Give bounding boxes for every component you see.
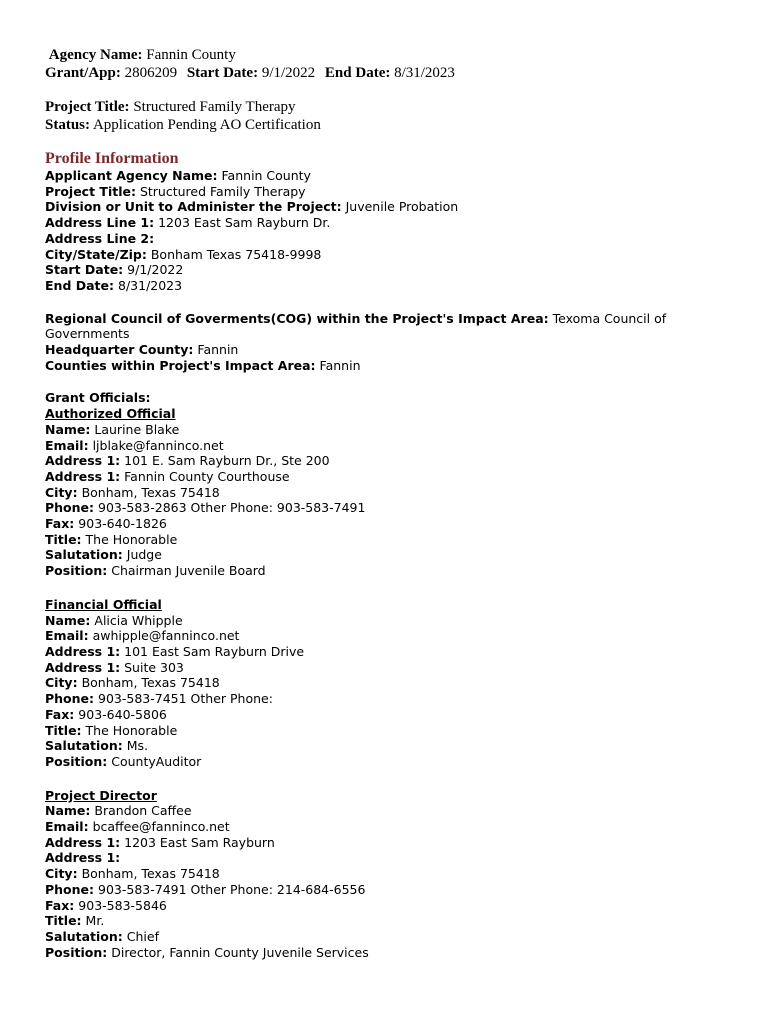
- official-field: [45, 644, 745, 660]
- field-value: Alicia Whipple: [94, 612, 183, 628]
- project-title-value: Structured Family Therapy: [133, 99, 296, 115]
- field-value: Brandon Caffee: [94, 803, 192, 819]
- end-date-label: End Date:: [324, 65, 391, 81]
- project-title-line: [45, 98, 745, 116]
- project-director-heading: Project Director: [45, 787, 157, 803]
- official-field: [45, 754, 745, 770]
- official-field: [45, 866, 745, 882]
- field-value: Chief: [126, 928, 159, 944]
- field-label: Name:: [45, 803, 91, 819]
- field-value: 903-583-7491 Other Phone: 214-684-6556: [98, 881, 366, 897]
- status-value: Application Pending AO Certification: [92, 117, 321, 133]
- field-label: Email:: [45, 819, 89, 835]
- official-field: [45, 628, 745, 644]
- field-label: Phone:: [45, 881, 95, 897]
- hq-county-label: Headquarter County:: [45, 342, 194, 358]
- grant-label: Grant/App:: [45, 65, 121, 81]
- official-field: [45, 675, 745, 691]
- grant-line: [45, 64, 745, 82]
- field-label: Fax:: [45, 516, 75, 532]
- field-value: ljblake@fanninco.net: [92, 437, 224, 453]
- official-field: [45, 438, 745, 454]
- field-label: Division or Unit to Administer the Project:: [45, 199, 342, 215]
- agency-label: Agency Name:: [48, 47, 143, 63]
- field-value: awhipple@fanninco.net: [92, 628, 240, 644]
- official-field: [45, 613, 745, 629]
- status-line: [45, 116, 745, 134]
- field-value: 1203 East Sam Rayburn: [124, 834, 275, 850]
- start-date-label: Start Date:: [186, 65, 259, 81]
- impact-counties-label: Counties within Project's Impact Area:: [45, 357, 316, 373]
- official-field: [45, 547, 745, 563]
- profile-field: [45, 278, 745, 294]
- agency-line: [45, 46, 745, 64]
- field-value: 903-583-2863 Other Phone: 903-583-7491: [98, 500, 366, 516]
- field-label: Email:: [45, 437, 89, 453]
- official-field: [45, 563, 745, 579]
- field-value: 101 East Sam Rayburn Drive: [124, 643, 305, 659]
- field-value: Bonham, Texas 75418: [81, 866, 220, 882]
- impact-counties-value: Fannin: [319, 357, 361, 373]
- profile-field: [45, 168, 745, 184]
- field-value: Bonham, Texas 75418: [81, 675, 220, 691]
- agency-value: Fannin County: [146, 47, 236, 63]
- field-label: Title:: [45, 531, 82, 547]
- profile-field: [45, 184, 745, 200]
- field-label: Address 1:: [45, 468, 121, 484]
- field-label: City:: [45, 484, 78, 500]
- official-field: [45, 691, 745, 707]
- official-field: [45, 532, 745, 548]
- hq-county-value: Fannin: [197, 342, 239, 358]
- field-value: 903-640-1826: [78, 516, 167, 532]
- official-field: [45, 723, 745, 739]
- official-field: [45, 500, 745, 516]
- field-label: Title:: [45, 722, 82, 738]
- field-label: City/State/Zip:: [45, 246, 147, 262]
- official-field: [45, 516, 745, 532]
- field-label: Position:: [45, 563, 108, 579]
- official-field: [45, 945, 745, 961]
- field-value: 903-583-7451 Other Phone:: [98, 691, 273, 707]
- official-field: [45, 850, 745, 866]
- official-field: [45, 453, 745, 469]
- field-label: Phone:: [45, 500, 95, 516]
- official-field: [45, 660, 745, 676]
- official-field: [45, 422, 745, 438]
- grant-value: 2806209: [124, 65, 178, 81]
- field-value: Bonham, Texas 75418: [81, 484, 220, 500]
- field-label: End Date:: [45, 277, 115, 293]
- field-label: Name:: [45, 421, 91, 437]
- cog-value: Texoma Council of Governments: [45, 310, 667, 342]
- field-label: Name:: [45, 612, 91, 628]
- field-label: Applicant Agency Name:: [45, 168, 218, 183]
- spacer: [45, 770, 745, 788]
- field-value: Fannin County Courthouse: [124, 468, 290, 484]
- official-field: [45, 738, 745, 754]
- field-value: Laurine Blake: [94, 421, 180, 437]
- field-label: Address 1:: [45, 850, 121, 866]
- profile-field: [45, 262, 745, 278]
- official-field: [45, 929, 745, 945]
- official-field: [45, 803, 745, 819]
- field-value: Suite 303: [124, 659, 184, 675]
- grant-officials-title: Grant Officials:: [45, 390, 151, 406]
- field-value: Juvenile Probation: [345, 199, 459, 215]
- profile-field: [45, 199, 745, 215]
- official-field: [45, 485, 745, 501]
- field-label: Email:: [45, 628, 89, 644]
- official-field: [45, 819, 745, 835]
- field-value: Bonham Texas 75418-9998: [150, 246, 322, 262]
- end-date-value: 8/31/2023: [394, 65, 455, 81]
- field-value: Judge: [126, 547, 162, 563]
- field-label: Address 1:: [45, 659, 121, 675]
- document-page: [45, 46, 745, 960]
- field-label: Address 1:: [45, 643, 121, 659]
- financial-official-heading: Financial Official: [45, 596, 162, 612]
- profile-field: [45, 215, 745, 231]
- field-value: Chairman Juvenile Board: [111, 563, 266, 579]
- grant-officials-heading: [45, 390, 745, 406]
- spacer: [45, 373, 745, 390]
- field-label: Position:: [45, 944, 108, 960]
- field-value: 1203 East Sam Rayburn Dr.: [158, 215, 331, 231]
- impact-counties-field: [45, 358, 745, 374]
- field-value: The Honorable: [85, 531, 178, 547]
- status-label: Status:: [45, 117, 91, 133]
- field-label: Phone:: [45, 691, 95, 707]
- field-label: City:: [45, 866, 78, 882]
- field-value: Ms.: [126, 738, 149, 754]
- field-value: 8/31/2023: [118, 277, 183, 293]
- spacer: [45, 294, 745, 311]
- field-value: Fannin County: [221, 168, 311, 183]
- field-label: Address 1:: [45, 834, 121, 850]
- cog-label: Regional Council of Goverments(COG) within the Project's Impact Area:: [45, 310, 549, 326]
- profile-field: [45, 247, 745, 263]
- field-label: Start Date:: [45, 262, 124, 278]
- project-summary: [45, 98, 745, 134]
- field-label: City:: [45, 675, 78, 691]
- field-value: bcaffee@fanninco.net: [92, 819, 230, 835]
- cog-field: [45, 311, 745, 342]
- field-label: Address Line 1:: [45, 215, 155, 231]
- field-label: Fax:: [45, 897, 75, 913]
- official-field: [45, 898, 745, 914]
- official-field: [45, 835, 745, 851]
- start-date-value: 9/1/2022: [261, 65, 316, 81]
- project-title-label: Project Title:: [45, 99, 130, 115]
- header-block: [45, 46, 745, 82]
- field-label: Salutation:: [45, 738, 123, 754]
- official-field: [45, 707, 745, 723]
- field-label: Position:: [45, 753, 108, 769]
- field-value: 903-640-5806: [78, 706, 167, 722]
- field-label: Address 1:: [45, 453, 121, 469]
- field-value: 903-583-5846: [78, 897, 167, 913]
- authorized-official-heading: Authorized Official: [45, 406, 176, 422]
- field-label: Salutation:: [45, 547, 123, 563]
- official-field: [45, 469, 745, 485]
- field-value: The Honorable: [85, 722, 178, 738]
- field-value: CountyAuditor: [111, 753, 202, 769]
- field-value: Mr.: [85, 913, 105, 929]
- field-label: Fax:: [45, 706, 75, 722]
- field-value: Structured Family Therapy: [139, 183, 306, 199]
- field-value: 9/1/2022: [127, 262, 184, 278]
- hq-county-field: [45, 342, 745, 358]
- field-label: Salutation:: [45, 928, 123, 944]
- spacer: [45, 579, 745, 597]
- field-value: Director, Fannin County Juvenile Services: [111, 944, 369, 960]
- field-value: 101 E. Sam Rayburn Dr., Ste 200: [124, 453, 330, 469]
- field-label: Title:: [45, 913, 82, 929]
- official-field: [45, 882, 745, 898]
- profile-fields: [45, 168, 745, 960]
- profile-section-title: Profile Information: [45, 150, 179, 167]
- profile-field: [45, 231, 745, 247]
- official-field: [45, 913, 745, 929]
- field-label: Address Line 2:: [45, 230, 155, 246]
- field-label: Project Title:: [45, 183, 136, 199]
